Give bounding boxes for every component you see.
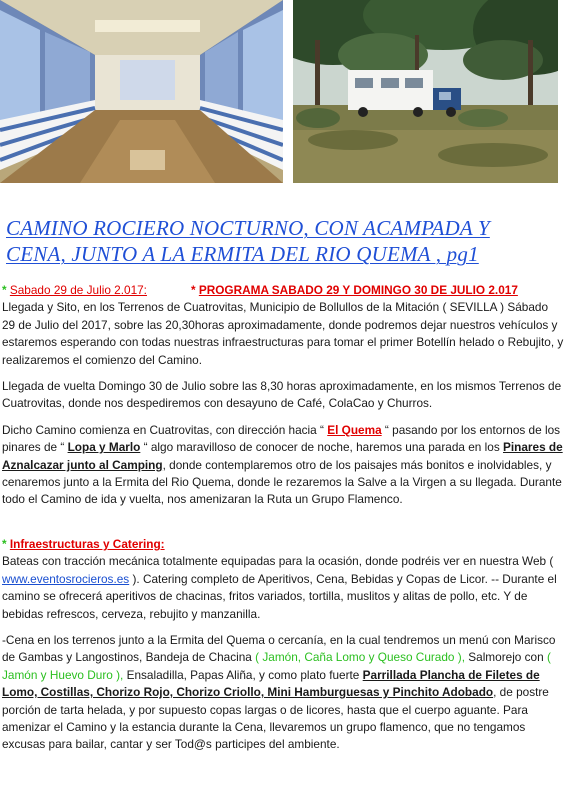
title-line-2: CENA, JUNTO A LA ERMITA DEL RIO QUEMA , pg1: [6, 242, 479, 266]
main-course-text: Parrillada Plancha de Filetes de Lomo, Costillas, Chorizo Rojo, Chorizo Criollo, Mini Hamburguesas y Pinchito Adobado: [2, 667, 540, 700]
bullet-star: *: [2, 283, 7, 297]
document-body: [2, 282, 564, 763]
camper-forest-photo: [293, 0, 558, 183]
event-title: [6, 215, 556, 267]
salmorejo-detail: ( Jamón y Huevo Duro ),: [2, 650, 551, 682]
bullet-star: *: [190, 283, 196, 297]
return-paragraph: Llegada de vuelta Domingo 30 de Julio sobre las 8,30 horas aproximadamente, en los mismos Terrenos de Cuatrovitas, donde nos despediremos con desayuno de Café, ColaCao y Churros.: [2, 379, 562, 411]
pinares-text: Pinares de Aznalcazar junto al Camping: [2, 440, 563, 472]
program-label: PROGRAMA SABADO 29 Y DOMINGO 30 DE JULIO 2.017: [198, 283, 518, 297]
program-header: [2, 282, 564, 299]
chacina-detail: ( Jamón, Caña Lomo y Queso Curado ),: [255, 650, 465, 665]
wagon-interior-image: [0, 0, 283, 183]
el-quema-text: El Quema: [327, 422, 382, 437]
dinner-paragraph: -Cena en los terrenos junto a la Ermita del Quema o cercanía, en la cual tendremos un menú con Marisco de Gambas y Langostinos, Bandeja de Chacina ( Jamón, Caña Lomo y Queso Curado ), Salmorejo con ( Jamón y Huevo Duro ), Ensaladilla, Papas Aliña, y como plato fuerte Parrillada Plancha de Filetes de Lomo, Costillas, Chorizo Rojo, Chorizo Criollo, Mini Hamburguesas y Pinchito Adobado, de postre porción de tarta helada, y por supuesto copas largas o de licores, hasta que el cuerpo aguante. Para amenizar el Camino y la estancia durante la Cena, llevaremos un grupo flamenco, que no tengamos excusas para bailar, cantar y ser Tod@s participes del ambiente.: [2, 632, 556, 752]
photo-strip: [0, 0, 570, 185]
date-label: Sabado 29 de Julio 2.017:: [9, 283, 147, 297]
title-line-1: CAMINO ROCIERO NOCTURNO, CON ACAMPADA Y: [6, 216, 490, 240]
infrastructure-paragraph: Bateas con tracción mecánica totalmente equipadas para la ocasión, donde podréis ver en nuestra Web ( www.eventosrocieros.es ). Catering completo de Aperitivos, Cena, Bebidas y Copas de Licor. -- Durante el camino se ofrecerá aperitivos de chacinas, fritos variados, tortilla, muslitos y alitas de pollo, etc. Y de bebidas refrescos, cerveza, rebujito y manzanilla.: [2, 554, 557, 621]
section-heading: Infraestructuras y Catering:: [9, 536, 165, 551]
website-link[interactable]: www.eventosrocieros.es: [2, 571, 130, 586]
arrival-paragraph: Llegada y Sito, en los Terrenos de Cuatrovitas, Municipio de Bollullos de la Mitación ( SEVILLA ) Sábado 29 de Julio del 2017, sobre las 20,30horas aproximadamente, donde podremos dejar nuestros vehículos y estaremos esperando con todas nuestras infraestructuras para tomar el primer Botellín helado o Rebujito, y realizaremos el comienzo del Camino.: [2, 300, 564, 367]
lopa-marlo-text: Lopa y Marlo: [67, 440, 141, 455]
camper-forest-image: [293, 0, 558, 183]
infraestructuras-heading: [2, 536, 564, 553]
wagon-interior-photo: [0, 0, 283, 183]
bullet-star: *: [2, 536, 7, 551]
route-paragraph: Dicho Camino comienza en Cuatrovitas, con dirección hacia “ El Quema “ pasando por los entornos de los pinares de “ Lopa y Marlo “ algo maravilloso de conocer de noche, haremos una parada en los Pinares de Aznalcazar junto al Camping, donde contemplaremos otro de los paisajes más bonitos e inolvidables, y cenaremos junto a la Ermita del Rio Quema, donde le rezaremos la Salve a la Virgen a su llegada. Durante todo el Camino de ida y vuelta, nos amenizaran la Ruta un Grupo Flamenco.: [2, 422, 563, 507]
